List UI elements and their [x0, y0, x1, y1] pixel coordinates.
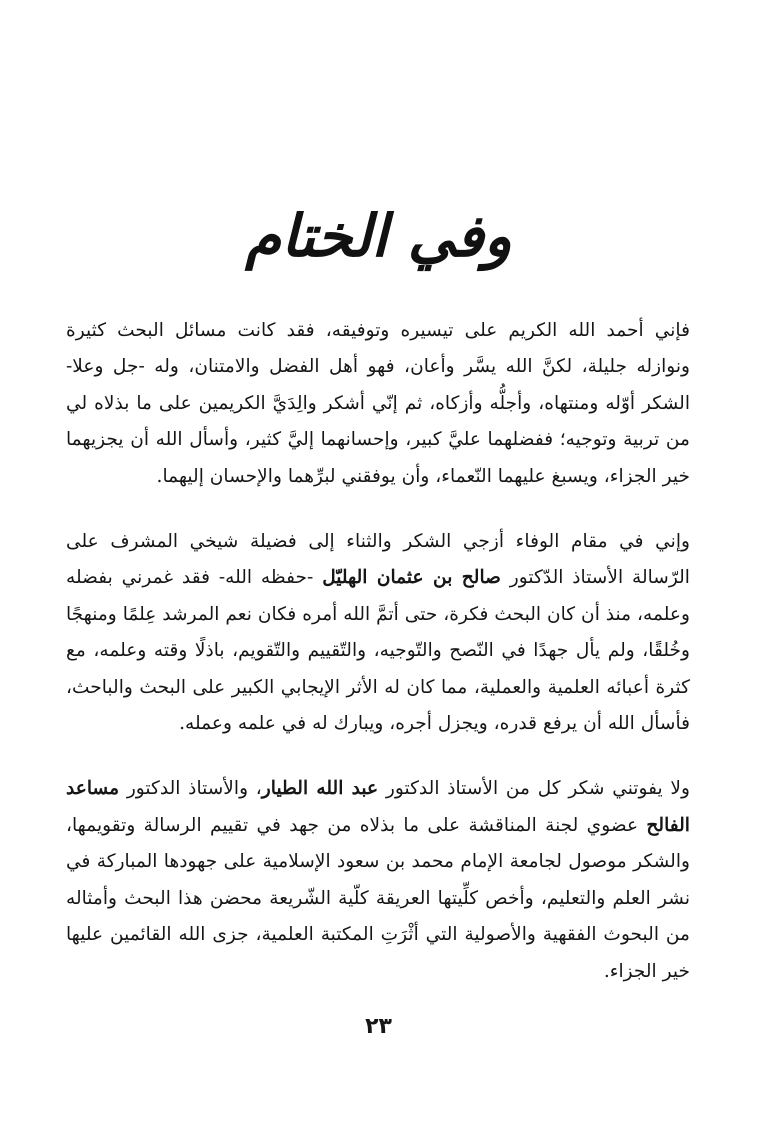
paragraph-3-connector: ، والأستاذ الدكتور: [126, 778, 262, 800]
paragraph-3-intro: ولا يفوتني شكر كل من الأستاذ الدكتور: [385, 778, 690, 800]
paragraph-3-body: عضوي لجنة المناقشة على ما بذلاه من جهد في تقييم الرسالة وتقويمها، والشكر موصول لجامعة الإمام محمد بن سعود الإسلامية على جهودها المباركة في نشر العلم والتعليم، وأخص كلِّيتها العريقة كلّية الشّريعة محضن هذا البحث وأمثاله من البحوث الفقهية والأصولية التي أثْرَتِ المكتبة العلمية، جزى الله القائمين عليها خير الجزاء.: [66, 814, 690, 982]
chapter-heading: وفي الختام: [245, 202, 512, 270]
supervisor-name: صالح بن عثمان الهليّل: [322, 567, 501, 589]
examiner-name-2: مساعد الفالح: [66, 778, 690, 836]
examiner-name-1: عبد الله الطيار: [261, 778, 379, 800]
body-text: [66, 313, 690, 990]
paragraph-2-intro: وإني في مقام الوفاء أزجي الشكر والثناء إلى فضيلة شيخي المشرف على الرّسالة الأستاذ الدّكتور: [66, 531, 690, 589]
paragraph-praise: فإني أحمد الله الكريم على تيسيره وتوفيقه، فقد كانت مسائل البحث كثيرة ونوازله جليلة، لكنَّ الله يسَّر وأعان، فهو أهل الفضل والامتنان، وله -جل وعلا- الشكر أوّله ومنتهاه، وأجلُّه وأزكاه، ثم إنّي أشكر والِدَيَّ الكريمين على ما بذلاه لي من تربية وتوجيه؛ ففضلهما عليَّ كبير، وإحسانهما إليَّ كثير، وأسأل الله أن يجزيهما خير الجزاء، ويسبغ عليهما النّعماء، وأن يوفقني لبرِّهما والإحسان إليهما.: [66, 320, 690, 487]
paragraph-supervisor-thanks: [66, 524, 690, 742]
paragraph-committee-thanks: [66, 771, 690, 989]
page-number: ٢٣: [365, 1014, 392, 1039]
paragraph-2-body: -حفظه الله- فقد غمرني بفضله وعلمه، منذ أن كان البحث فكرة، حتى أتمَّ الله أمره فكان نعم المرشد عِلمًا ومنهجًا وخُلقًا، ولم يأل جهدًا في النّصح والتّوجيه، والتّقييم والتّقويم، باذلًا وقته وعلمه، مع كثرة أعبائه العلمية والعملية، مما كان له الأثر الإيجابي الكبير على البحث والباحث، فأسأل الله أن يرفع قدره، ويجزل أجره، ويبارك له في علمه وعمله.: [66, 567, 690, 735]
